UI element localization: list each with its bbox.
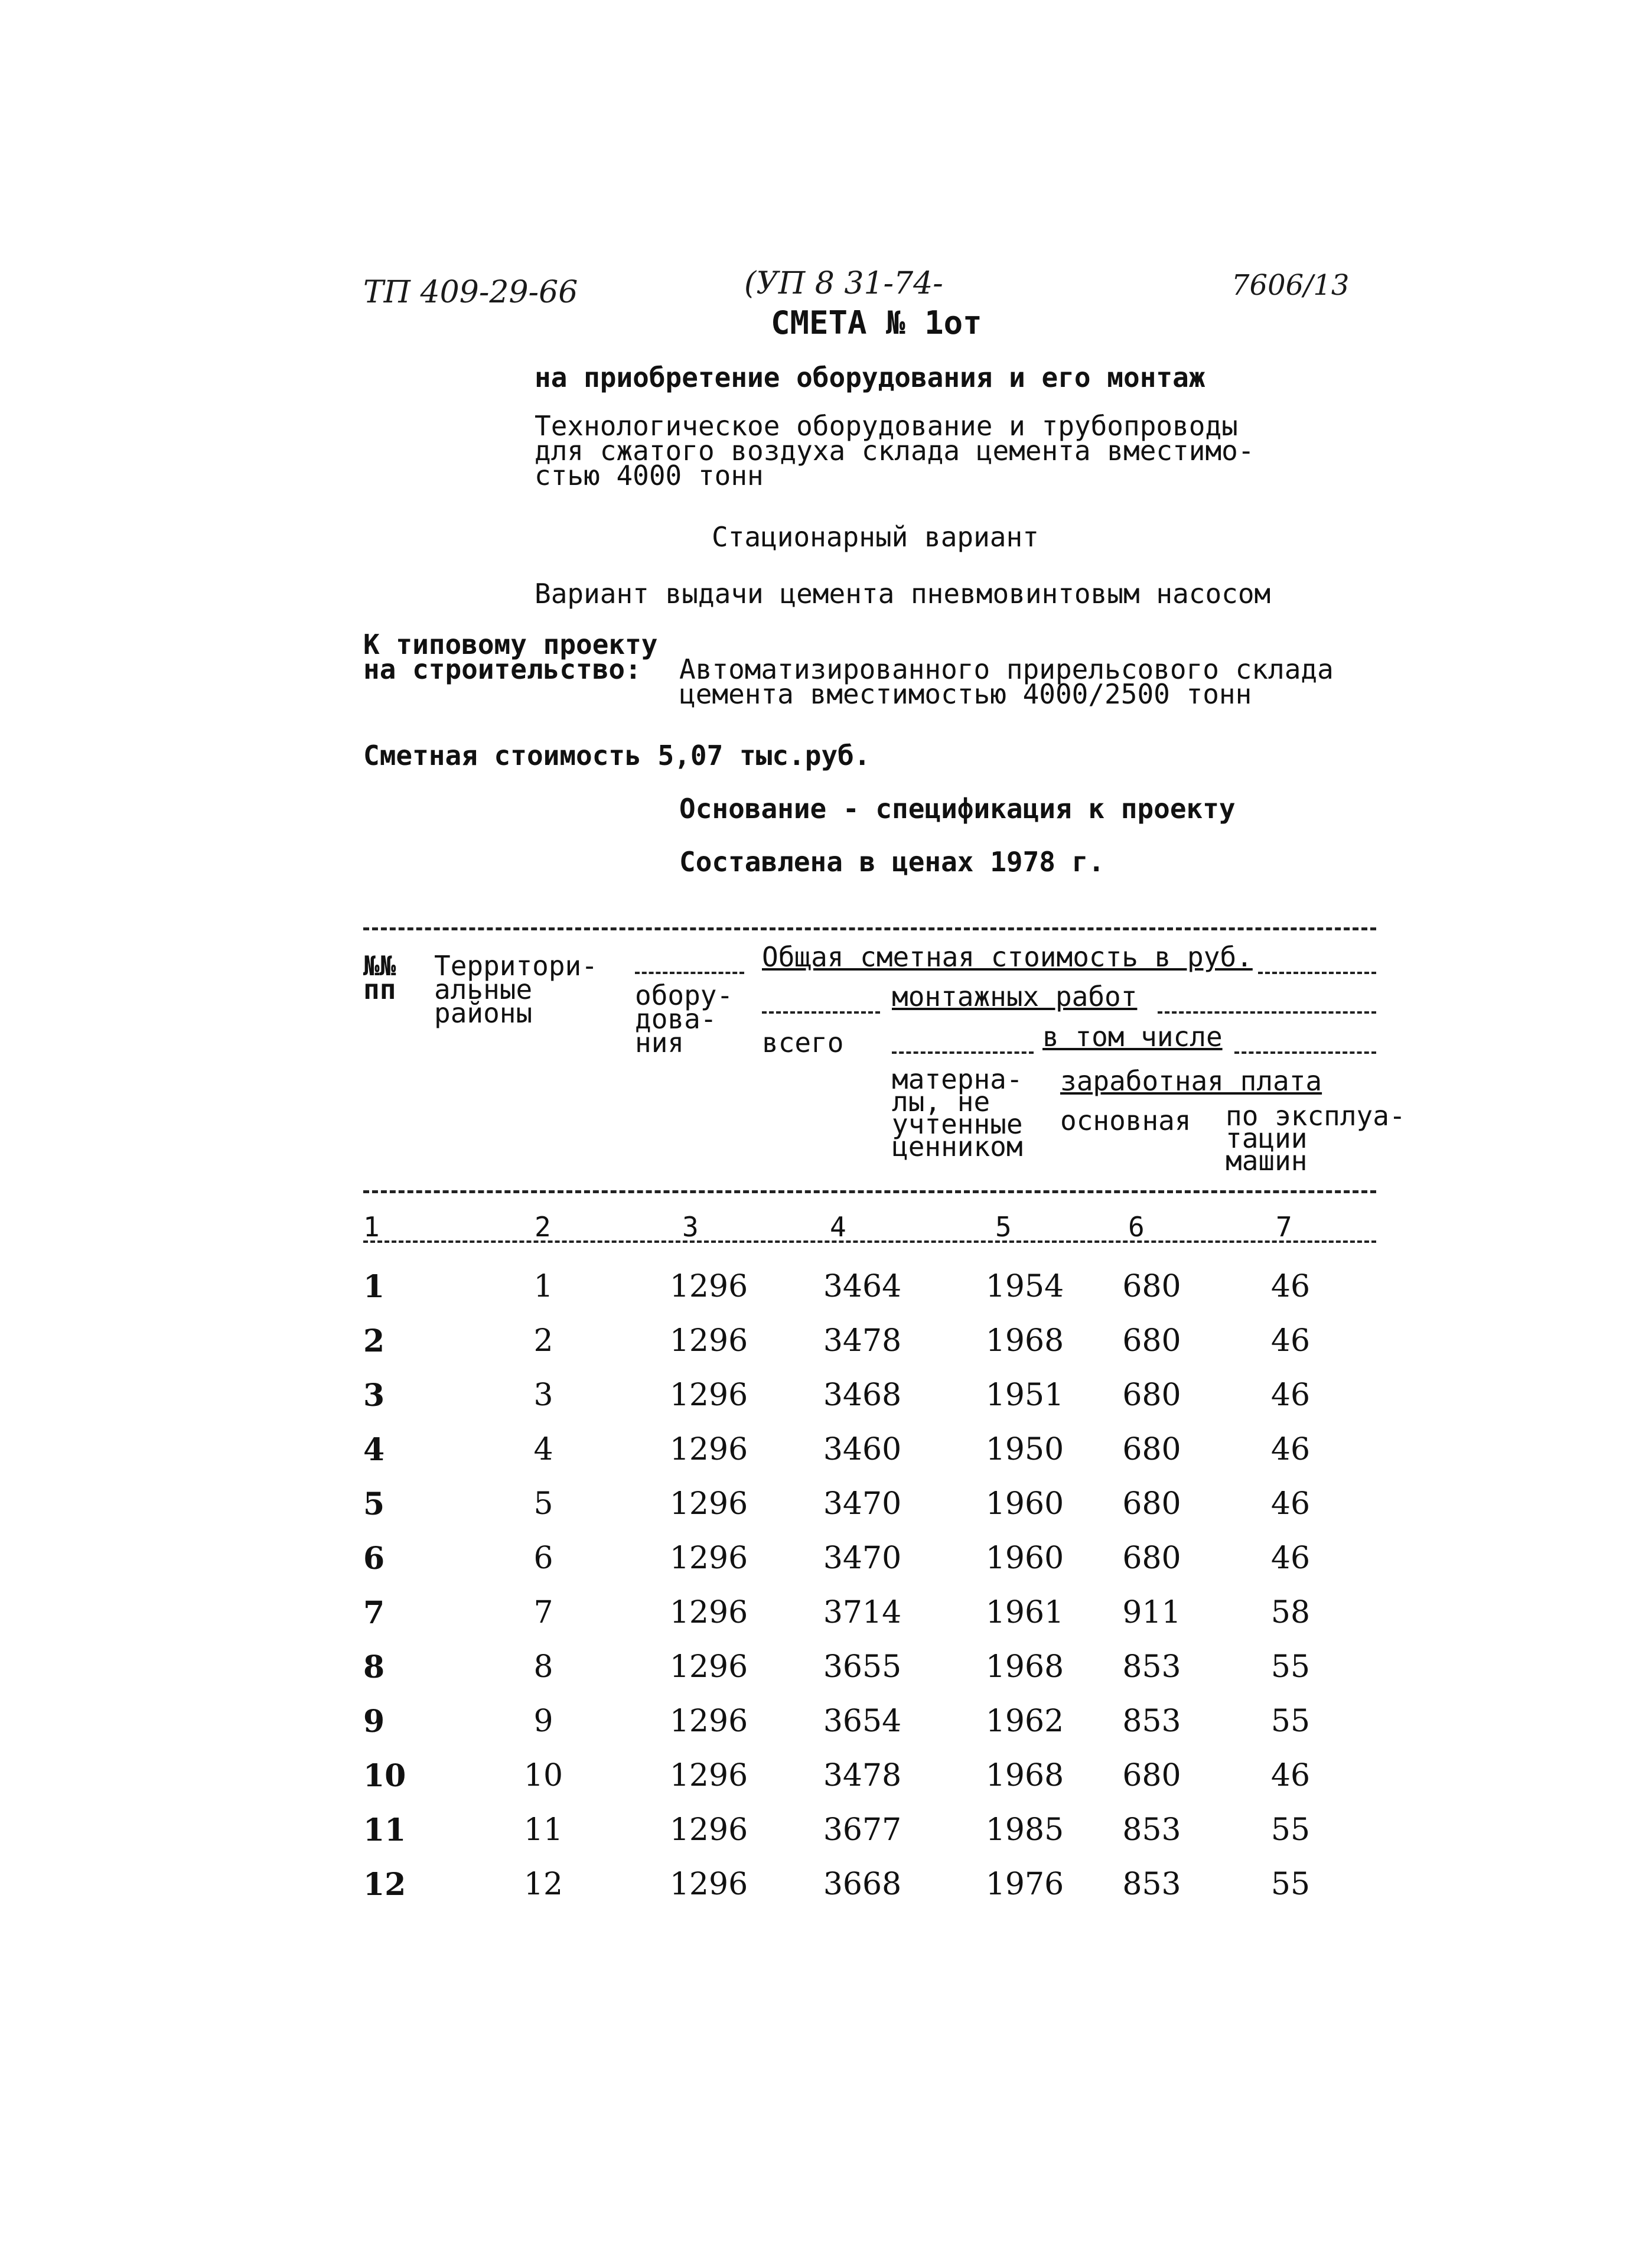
mount-total: 3470 <box>823 1486 902 1522</box>
col-header-regions-line: районы <box>434 997 533 1029</box>
machine-wage: 46 <box>1270 1541 1311 1576</box>
region: 7 <box>533 1595 553 1630</box>
materials: 1960 <box>985 1541 1064 1576</box>
col-header-machines-line: по эксплуа- <box>1226 1100 1406 1132</box>
col-header-basic: основная <box>1060 1105 1191 1137</box>
materials: 1950 <box>985 1432 1064 1467</box>
mount-total: 3668 <box>823 1867 902 1902</box>
variant-line: Стационарный вариант <box>712 521 1039 553</box>
equipment-line: Технологическое оборудование и трубопроводы <box>535 410 1238 442</box>
mount-rule-left <box>762 1011 880 1014</box>
machine-wage: 46 <box>1270 1758 1311 1793</box>
mount-total: 3654 <box>823 1704 902 1739</box>
machine-wage: 58 <box>1270 1595 1311 1630</box>
mount-total: 3468 <box>823 1378 902 1413</box>
equipment-cost: 1296 <box>669 1541 748 1576</box>
machine-wage: 46 <box>1270 1378 1311 1413</box>
machine-wage: 46 <box>1270 1486 1311 1522</box>
col-header-total: всего <box>762 1027 844 1059</box>
basic-wage: 680 <box>1122 1758 1181 1793</box>
row-num: 4 <box>363 1432 385 1468</box>
row-num: 3 <box>363 1378 385 1414</box>
basic-wage: 680 <box>1122 1432 1181 1467</box>
basic-wage: 853 <box>1122 1704 1181 1739</box>
equipment-cost: 1296 <box>669 1432 748 1467</box>
machine-wage: 55 <box>1270 1812 1311 1848</box>
equipment-cost: 1296 <box>669 1269 748 1304</box>
col-header-equipment-line: ния <box>635 1027 685 1059</box>
mount-total: 3655 <box>823 1649 902 1685</box>
materials: 1960 <box>985 1486 1064 1522</box>
right-code: 7606/13 <box>1231 269 1350 302</box>
mount-title: монтажных работ <box>892 981 1138 1012</box>
col-header-equipment <box>635 979 734 1059</box>
col-number: 5 <box>995 1211 1012 1243</box>
basic-wage: 680 <box>1122 1378 1181 1413</box>
col-header-materials-line: ценником <box>892 1131 1023 1163</box>
col-header-materials-line: лы, не <box>892 1086 990 1118</box>
header-bottom-rule <box>363 1190 1376 1193</box>
basic-wage: 680 <box>1122 1541 1181 1576</box>
region: 6 <box>533 1541 553 1576</box>
doc-title: СМЕТА № 1от <box>771 304 982 341</box>
project-name <box>679 653 1334 710</box>
machine-wage: 55 <box>1270 1867 1311 1902</box>
mount-total: 3677 <box>823 1812 902 1848</box>
center-code: (УП 8 31-74- <box>744 266 943 301</box>
basic-wage: 853 <box>1122 1649 1181 1685</box>
col-header-num-line: пп <box>363 973 396 1005</box>
basic-wage: 911 <box>1122 1595 1181 1630</box>
mount-total: 3470 <box>823 1541 902 1576</box>
basic-wage: 680 <box>1122 1323 1181 1359</box>
col-header-materials-line: учтенные <box>892 1108 1023 1140</box>
materials: 1968 <box>985 1758 1064 1793</box>
col-header-machines-line: машин <box>1226 1145 1308 1177</box>
col-header-num <box>363 950 396 1005</box>
basic-wage: 853 <box>1122 1867 1181 1902</box>
basis-line: Основание - спецификация к проекту <box>679 793 1236 825</box>
equipment-cost: 1296 <box>669 1867 748 1902</box>
col-header-equipment-line: дова- <box>635 1003 717 1035</box>
project-label-line: на строительство: <box>363 653 641 685</box>
incl-rule-right <box>1234 1051 1376 1054</box>
materials: 1962 <box>985 1704 1064 1739</box>
mount-total: 3464 <box>823 1269 902 1304</box>
mount-total: 3478 <box>823 1758 902 1793</box>
mount-total: 3460 <box>823 1432 902 1467</box>
materials: 1951 <box>985 1378 1064 1413</box>
materials: 1968 <box>985 1649 1064 1685</box>
basic-wage: 680 <box>1122 1269 1181 1304</box>
project-label <box>363 629 658 685</box>
col-header-regions <box>434 950 598 1029</box>
incl-title: в том числе <box>1042 1021 1223 1053</box>
col-header-regions-line: Территори- <box>434 950 598 982</box>
equipment-cost: 1296 <box>669 1378 748 1413</box>
mount-rule-right <box>1158 1011 1376 1014</box>
col-number: 4 <box>830 1211 846 1243</box>
col-header-machines-line: тации <box>1226 1122 1308 1154</box>
machine-wage: 46 <box>1270 1269 1311 1304</box>
table-top-rule <box>363 927 1376 930</box>
project-name-line: Автоматизированного прирельсового склада <box>679 653 1334 685</box>
project-label-line: К типовому проекту <box>363 629 658 660</box>
row-num: 2 <box>363 1323 385 1359</box>
materials: 1968 <box>985 1323 1064 1359</box>
mount-total: 3714 <box>823 1595 902 1630</box>
equipment-cost: 1296 <box>669 1704 748 1739</box>
region: 9 <box>533 1704 553 1739</box>
col-header-machines <box>1226 1100 1406 1177</box>
machine-wage: 55 <box>1270 1704 1311 1739</box>
basic-wage: 680 <box>1122 1486 1181 1522</box>
region: 2 <box>533 1323 553 1359</box>
col-number: 3 <box>682 1211 699 1243</box>
project-name-line: цемента вместимостью 4000/2500 тонн <box>679 678 1252 710</box>
equipment-cost: 1296 <box>669 1486 748 1522</box>
region: 4 <box>533 1432 553 1467</box>
col-number: 7 <box>1276 1211 1292 1243</box>
row-num: 5 <box>363 1486 385 1522</box>
col-header-materials <box>892 1063 1023 1163</box>
col-header-regions-line: альные <box>434 973 533 1005</box>
group-title: Общая сметная стоимость в руб. <box>762 941 1253 973</box>
region: 8 <box>533 1649 553 1685</box>
col-number: 6 <box>1128 1211 1145 1243</box>
region: 5 <box>533 1486 553 1522</box>
col-number-rule <box>363 1240 1376 1243</box>
group-rule-right <box>1258 972 1376 974</box>
row-num: 10 <box>363 1758 406 1794</box>
equipment-cost: 1296 <box>669 1323 748 1359</box>
col-header-num-line: №№ <box>363 950 396 982</box>
incl-rule-left <box>892 1051 1034 1054</box>
materials: 1976 <box>985 1867 1064 1902</box>
equipment-line: для сжатого воздуха склада цемента вместимо- <box>535 435 1255 467</box>
region: 3 <box>533 1378 553 1413</box>
materials: 1985 <box>985 1812 1064 1848</box>
col-number: 1 <box>363 1211 380 1243</box>
region: 10 <box>523 1758 563 1793</box>
equipment-cost: 1296 <box>669 1812 748 1848</box>
wage-title: заработная плата <box>1060 1065 1322 1097</box>
machine-wage: 46 <box>1270 1323 1311 1359</box>
machine-wage: 46 <box>1270 1432 1311 1467</box>
left-code: ТП 409-29-66 <box>363 275 578 310</box>
prices-line: Составлена в ценах 1978 г. <box>679 846 1105 878</box>
materials: 1961 <box>985 1595 1064 1630</box>
row-num: 12 <box>363 1867 406 1903</box>
row-num: 7 <box>363 1595 385 1631</box>
equipment-cost: 1296 <box>669 1758 748 1793</box>
equipment-description <box>535 410 1255 491</box>
equipment-line: стью 4000 тонн <box>535 460 764 491</box>
region: 1 <box>533 1269 553 1304</box>
col-number: 2 <box>535 1211 551 1243</box>
region: 11 <box>523 1812 563 1848</box>
estimated-cost: Сметная стоимость 5,07 тыс.руб. <box>363 740 871 771</box>
purpose-line: на приобретение оборудования и его монтаж <box>535 362 1205 393</box>
row-num: 9 <box>363 1704 385 1740</box>
basic-wage: 853 <box>1122 1812 1181 1848</box>
materials: 1954 <box>985 1269 1064 1304</box>
equipment-cost: 1296 <box>669 1595 748 1630</box>
col-header-materials-line: матерна- <box>892 1063 1023 1095</box>
col-header-equipment-line: обору- <box>635 979 734 1011</box>
group-rule-left <box>635 972 744 974</box>
row-num: 8 <box>363 1649 385 1685</box>
equipment-cost: 1296 <box>669 1649 748 1685</box>
machine-wage: 55 <box>1270 1649 1311 1685</box>
delivery-variant: Вариант выдачи цемента пневмовинтовым насосом <box>535 578 1271 610</box>
row-num: 1 <box>363 1269 385 1305</box>
row-num: 6 <box>363 1541 385 1577</box>
mount-total: 3478 <box>823 1323 902 1359</box>
region: 12 <box>523 1867 563 1902</box>
row-num: 11 <box>363 1812 406 1848</box>
